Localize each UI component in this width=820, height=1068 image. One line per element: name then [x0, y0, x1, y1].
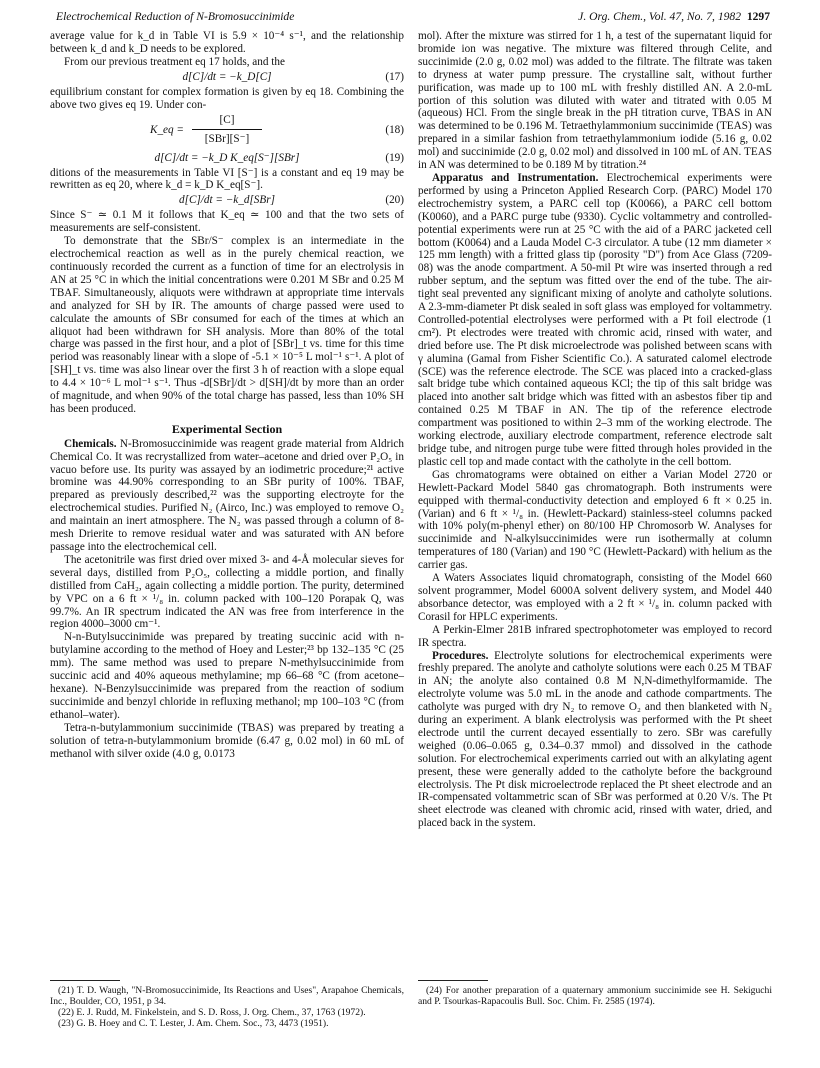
apparatus-body: Electrochemical experiments were performed by using a Princeton Applied Research Corp. (PARC) Model 170 electrochemistry system, a PARC cell top (K0066), a PARC cell bottom (K0060), and a PARC purge tube (9330). Cyclic voltammetry and controlled-potential experiments were run at 25 °C with the aid of a PARC jacketed cell bottom (K0064) and a Lauda Model C-3 circulator. A tube (12 mm diameter × 125 mm length) with a fritted glass tip (porosity "D") from Ace Glass (7209-08) was the anode compartment. A 50-mil Pt wire was inserted through a red rubber septum, and the septum was fitted over the end of the tube. The air-tight seal prevented any significant mixing of anolyte and catholyte solutions. A 2.3-mm-diameter Pt disk sealed in soft glass was employed for voltammetry. Controlled-potential electrolyses were performed with a Pt foil electrode (1 cm²). Pt electrodes were treated with chromic acid, rinsed with water, and dried before use. The Pt disk microelectrode was polished between scans with γ alumina (Gamal from Fisher Scientific Co.). A saturated calomel electrode (SCE) was the reference electrode. The SCE was placed into a cracked-glass salt bridge tube which contained aqueous KCl; the tip of this salt bridge was placed into another salt bridge which was fitted with an asbestos fiber tip and contained 0.25 M TBAF in AN. The tip of the reference electrode compartment was positioned to within 2–3 mm of the working electrode. The working electrode, auxiliary electrode compartment, reference electrode salt bridge tube, and nitrogen purge tube were fitted through holes provided in the plastic cell top and made contact with the catholyte in the cell bottom.	[418, 171, 772, 468]
equation-17-number: (17)	[385, 70, 404, 83]
footnote-rule	[418, 980, 488, 981]
run-in-heading-apparatus: Apparatus and Instrumentation.	[432, 171, 599, 184]
paragraph-tbas-continued: mol). After the mixture was stirred for 1 h, a test of the supernatant liquid for bromide ion was negative. The mixture was filtered through Celite, and succinimide (2.0 g, 0.02 mol) was added to the filtrate. The filtrate was taken to dryness at water pump pressure. The crystalline salt, without further purification, was made up to 100 mL with freshly distilled AN. A 2.0-mL portion of this solution was diluted with water and titrated with 0.05 M (aqueous) HCl. From the single break in the pH titration curve, TBAS in AN was determined to be 0.196 M. Tetraethylammonium succinimide (TEAS) was prepared in a similar fashion from tetraethylammonium iodide (5.16 g, 0.02 mol) and succinimide (2.0 g, 0.02 mol) and dissolved in 100 mL of AN. TEAS in AN was determined to be 0.189 M by titration.²⁴	[418, 30, 772, 172]
equation-18-numerator: [C]	[219, 113, 235, 126]
equation-18-lhs: K_eq =	[150, 123, 184, 136]
paragraph-apparatus	[418, 172, 772, 469]
paragraph-chemicals	[50, 438, 404, 554]
paragraph-tbas: Tetra-n-butylammonium succinimide (TBAS) was prepared by treating a solution of tetra-n-butylammonium bromide (6.47 g, 0.02 mol) in 60 mL of methanol with silver oxide (4.0 g, 0.0173	[50, 721, 404, 760]
left-column	[50, 30, 404, 760]
equation-19	[50, 151, 404, 165]
running-head-title: Electrochemical Reduction of N-Bromosuccinimide	[56, 10, 295, 23]
equation-20-expr: d[C]/dt = −k_d[SBr]	[179, 194, 275, 207]
paragraph-liquid-chromatography: A Waters Associates liquid chromatograph, consisting of the Model 660 solvent programmer, Model 6000A solvent delivery system, and Model 440 absorbance detector, was employed with a 2 ft × ¹/₈ in. column packed with Corasil for HPLC experiments.	[418, 572, 772, 623]
fraction-bar	[192, 129, 262, 130]
equation-18	[50, 113, 404, 149]
equation-19-number: (19)	[385, 151, 404, 164]
paragraph-demonstration: To demonstrate that the SBr/S⁻ complex is an intermediate in the electrochemical reaction as well as in the purely chemical reaction, we continuously recorded the current as a function of time for an electrolysis in AN at 25 °C in which the initial concentrations were 0.201 M SBr and 0.25 M TBAF. Simultaneously, aliquots were withdrawn at appropriate time intervals and analyzed for SH by IR. The amounts of charge passed were used to calculate the amounts of SBr consumed for each of the times at which an aliquot had been withdrawn for SH analysis. More than 80% of the total charge was passed in the first hour, and a plot of [SBr]_t vs. time for this time period was reasonably linear with a slope of -5.1 × 10⁻⁵ L mol⁻¹ s⁻¹. A plot of [SH]_t vs. time was also linear over the first 3 h of reaction with a slope equal to 4.4 × 10⁻⁶ L mol⁻¹ s⁻¹. Thus -d[SBr]/dt > d[SH]/dt by more than an order of magnitude, and when 90% of the total charge has passed, less than 10% SH has been produced.	[50, 235, 404, 415]
footnote-21: (21) T. D. Waugh, "N-Bromosuccinimide, Its Reactions and Uses", Arapahoe Chemicals, Inc., Boulder, CO, 1951, p 34.	[50, 985, 404, 1007]
footnote-23: (23) G. B. Hoey and C. T. Lester, J. Am. Chem. Soc., 73, 4473 (1951).	[58, 1018, 329, 1029]
right-column	[418, 30, 772, 830]
equation-18-denominator: [SBr][S⁻]	[204, 132, 250, 145]
equation-18-number: (18)	[385, 123, 404, 136]
paragraph-procedures	[418, 650, 772, 831]
running-head-journal	[578, 10, 770, 24]
footnotes-right	[418, 980, 772, 1007]
paragraph-butylsuccinimide: N-n-Butylsuccinimide was prepared by treating succinic acid with n-butylamine according to the method of Hoey and Lester;²³ bp 132–135 °C (25 mm). The same method was used to prepare N-methylsuccinimide from succinic acid and 40% aqueous methylamine; mp 66–68 °C (from acetone–hexane). N-Benzylsuccinimide was prepared from the reaction of sodium succinimide and benzyl chloride in refluxing methanol; mp 100–103 °C (from ethanol–water).	[50, 631, 404, 721]
equation-17-expr: d[C]/dt = −k_D[C]	[182, 70, 272, 83]
paragraph-gas-chromatography: Gas chromatograms were obtained on either a Varian Model 2720 or Hewlett-Packard Model 5840 gas chromatograph. Both instruments were equipped with thermal-conductivity detection and employed 6 ft × 0.25 in. (Varian) and 6 ft × ¹/₈ in. (Hewlett-Packard) stainless-steel columns packed with 10% poly(m-phenyl ether) on 80/100 HP Chromosorb W. Analyses for succinimide and N-alkylsuccinimides were run isothermally at column temperatures of 180 (Varian) and 190 °C (Hewlett-Packard) with helium as the carrier gas.	[418, 468, 772, 572]
paragraph-conditions: ditions of the measurements in Table VI [S⁻] is a constant and eq 19 may be rewritten as eq 20, where k_d = k_D K_eq[S⁻].	[50, 166, 404, 192]
paragraph-infrared: A Perkin-Elmer 281B infrared spectrophotometer was employed to record IR spectra.	[418, 623, 772, 649]
section-heading-experimental: Experimental Section	[171, 421, 283, 436]
run-in-heading-procedures: Procedures.	[432, 649, 489, 662]
equation-20-number: (20)	[385, 194, 404, 207]
journal-citation: J. Org. Chem., Vol. 47, No. 7, 1982	[578, 10, 742, 23]
paragraph-acetonitrile: The acetonitrile was first dried over mixed 3- and 4-Å molecular sieves for several days, distilled from P₂O₅, collecting a middle portion, and finally distilled from CaH₂, again collecting a middle portion. The purity, determined by VPC on a 6 ft × ¹/₈ in. column packed with 100–120 Porapak Q, was 99.7%. An IR spectrum indicated the AN was free from interference in the region 4000–3000 cm⁻¹.	[50, 553, 404, 631]
equation-17	[50, 70, 404, 84]
footnotes-left	[50, 980, 404, 1029]
equation-19-expr: d[C]/dt = −k_D K_eq[S⁻][SBr]	[154, 151, 300, 164]
equation-20	[50, 193, 404, 207]
footnote-22: (22) E. J. Rudd, M. Finkelstein, and S. D. Ross, J. Org. Chem., 37, 1763 (1972).	[58, 1007, 366, 1018]
footnote-rule	[50, 980, 120, 981]
footnote-24: (24) For another preparation of a quaternary ammonium succinimide see H. Sekiguchi and P. Tsourkas-Rapacoulis Bull. Soc. Chim. Fr. 2585 (1974).	[418, 985, 772, 1007]
paragraph-eq17-intro: From our previous treatment eq 17 holds, and the	[64, 55, 285, 68]
chemicals-body: N-Bromosuccinimide was reagent grade material from Aldrich Chemical Co. It was recrystallized from water–acetone and dried over P₂O₅ in vacuo before use. Its purity was assayed by an iodimetric procedure;²¹ active bromine was 44.90% corresponding to an SBr purity of 100%. TBAF, prepared as previously described,²² was the supporting electroyte for the electrochemical studies. Purified N₂ (Airco, Inc.) was employed to remove O₂ and maintain an inert atmosphere. The N₂ was passed through a column of 8-mesh Drierite to remove residual water and was saturated with AN before passage into the electrochemical cell.	[50, 437, 404, 553]
paragraph-equilibrium: equilibrium constant for complex formation is given by eq 18. Combining the above two gives eq 19. Under con-	[50, 85, 404, 111]
run-in-heading-chemicals: Chemicals.	[64, 437, 117, 450]
paragraph-kd-average: average value for k_d in Table VI is 5.9 × 10⁻⁴ s⁻¹, and the relationship between k_d and k_D needs to be explored.	[50, 30, 404, 55]
paragraph-self-consistent: Since S⁻ ≃ 0.1 M it follows that K_eq ≃ 100 and that the two sets of measurements are self-consistent.	[50, 209, 404, 235]
procedures-body: Electrolyte solutions for electrochemical experiments were freshly prepared. The anolyte and catholyte solutions were each 0.25 M TBAF in AN; the anolyte also contained 0.8 M N,N-dimethylformamide. The electrolyte volume was 5.0 mL in the anode and cathode compartments. The catholyte was purged with dry N₂ to remove O₂ and then blanketed with N₂ during an experiment. A blank electrolysis was performed with the Pt sheet electrode until the current decayed essentially to zero. SBr was carefully weighed (0.06–0.065 g, 0.34–0.37 mmol) and dissolved in the cathode solution. For electrochemical experiments carried out with an alkylating agent present, these were generally added to the catholyte before the background electrolysis. The Pt disk microelectrode replaced the Pt sheet electrode and an IR-compensated voltammetric scan of SBr was performed at 0.20 V/s. The Pt sheet electrode was cleaned with chromic acid, rinsed with water, dried, and placed back in the system.	[418, 649, 772, 830]
page-number: 1297	[746, 10, 770, 23]
